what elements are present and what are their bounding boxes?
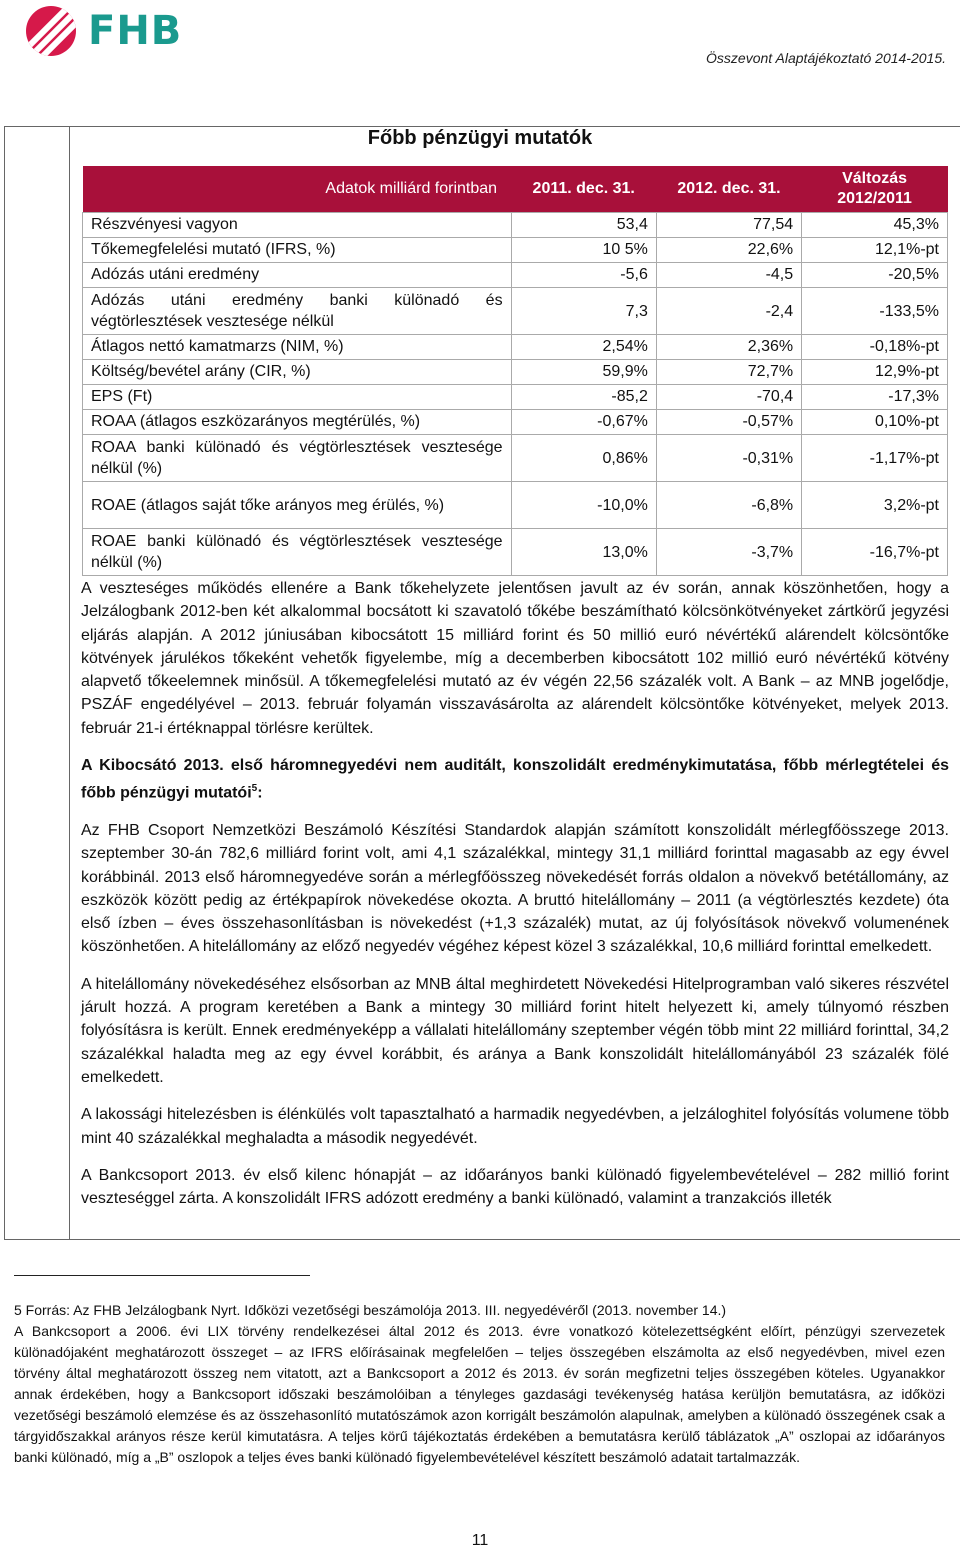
value-2012: 72,7%	[656, 360, 801, 385]
value-change: 45,3%	[802, 213, 948, 238]
footnote-ref: 5	[251, 783, 258, 795]
paragraph-retail-lending: A lakossági hitelezésben is élénkülés volt tapasztalható a harmadik negyedévben, a jelzáloghitel folyósítás volumene több mint 40 százalékkal meghaladta a második negyedévét.	[81, 1106, 949, 1147]
value-2012: -3,7%	[656, 529, 801, 576]
fhb-logo	[26, 6, 182, 56]
value-change: -16,7%-pt	[802, 529, 948, 576]
footnote-text: A Bankcsoport a 2006. évi LIX törvény rendelkezései által 2012 és 2013. évre vonatkozó kötelezettségként előírt, pénzügyi szervezetek különadójaként meghatározott összeget – az IFRS előírásainak megfelelően – teljes összegében elszámolta az első negyedévben, mivel ezen törvény által meghatározott összeg nem vitatott, azt a Bankcsoport a 2012 és 2013. év során megfizetni teljes összegében köteles. Ugyanakkor annak érdekében, hogy a Bankcsoport időszaki beszámolóiban a tényleges gazdasági tevékenység hatása kerüljön bemutatásra, az időközi vezetőségi beszámoló elemzése és az összehasonlító mutatószámok azon korrigált beszámolón alapulnak, amelyben a különadó összegének csak a tárgyidőszakkal arányos része kerül kimutatásra. A teljes körű tájékoztatás érdekében a bemutatásra kerülő táblázatok „A” oszlopai az időarányos banki különadó, míg a „B” oszlopok a teljes éves banki különadó figyelembevételével készített beszámoló adatait tartalmazzák.	[14, 1323, 945, 1465]
table-row	[83, 529, 948, 576]
column-header-label: Adatok milliárd forintban	[83, 166, 512, 213]
value-2011: 59,9%	[511, 360, 656, 385]
value-2012: 2,36%	[656, 335, 801, 360]
page-header	[0, 0, 960, 80]
footnote-separator	[14, 1275, 310, 1276]
body-text	[81, 577, 949, 1224]
value-2012: -0,57%	[656, 410, 801, 435]
row-label: Tőkemegfelelési mutató (IFRS, %)	[83, 238, 512, 263]
table-row	[83, 435, 948, 482]
row-label: ROAE (átlagos saját tőke arányos meg érülés, %)	[83, 482, 512, 529]
value-change: 12,1%-pt	[802, 238, 948, 263]
value-2011: 10 5%	[511, 238, 656, 263]
table-row	[83, 335, 948, 360]
value-2011: 13,0%	[511, 529, 656, 576]
row-label: ROAA banki különadó és végtörlesztések vesztesége nélkül (%)	[83, 435, 512, 482]
value-2011: -5,6	[511, 263, 656, 288]
column-header-2012: 2012. dec. 31.	[656, 166, 801, 213]
table-row	[83, 263, 948, 288]
footnote	[14, 1300, 945, 1468]
row-label: EPS (Ft)	[83, 385, 512, 410]
value-change: 0,10%-pt	[802, 410, 948, 435]
table-body	[83, 213, 948, 576]
table-row	[83, 238, 948, 263]
value-2011: 7,3	[511, 288, 656, 335]
column-header-change: Változás 2012/2011	[802, 166, 948, 213]
column-header-2011: 2011. dec. 31.	[511, 166, 656, 213]
value-change: 12,9%-pt	[802, 360, 948, 385]
value-2012: -0,31%	[656, 435, 801, 482]
row-label: Adózás utáni eredmény banki különadó és végtörlesztések vesztesége nélkül	[83, 288, 512, 335]
table-row	[83, 410, 948, 435]
value-2012: -70,4	[656, 385, 801, 410]
value-change: -1,17%-pt	[802, 435, 948, 482]
value-2011: -0,67%	[511, 410, 656, 435]
row-label: Részvényesi vagyon	[83, 213, 512, 238]
document-title: Összevont Alaptájékoztató 2014-2015.	[706, 50, 946, 66]
paragraph-balance-sheet: Az FHB Csoport Nemzetközi Beszámoló Készítési Standardok alapján számított konszolidált mérlegfőösszege 2013. szeptember 30-án 782,6 milliárd forint volt, ami 4,1 százalékkal, mintegy 31,1 milliárd forinttal magasabb az egy évvel korábbinál. 2013 első háromnegyedéve során a mérlegfőösszeg növekedését forrás oldalon a növekvő betétállomány, az eszközök között pedig az értékpapírok növekedése okozta. A bruttó hitelállomány – 2011 (a végtörlesztés kezdete) óta első ízben – éves összehasonlításban is növekedést (+1,3 százalék) mutat, az új folyósítások növekvő volumenének köszönhetően. A hitelállomány az előző negyedév végéhez képest közel 3 százalékkal, 10,6 milliárd forinttal emelkedett.	[81, 822, 949, 956]
value-2012: 22,6%	[656, 238, 801, 263]
footnote-source: 5 Forrás: Az FHB Jelzálogbank Nyrt. Időközi vezetőségi beszámolója 2013. III. negyedévéről (2013. november 14.)	[14, 1302, 727, 1318]
row-label: Költség/bevétel arány (CIR, %)	[83, 360, 512, 385]
value-change: 3,2%-pt	[802, 482, 948, 529]
value-2011: 0,86%	[511, 435, 656, 482]
row-label: ROAE banki különadó és végtörlesztések vesztesége nélkül (%)	[83, 529, 512, 576]
value-2012: -2,4	[656, 288, 801, 335]
page-number: 11	[471, 1532, 489, 1549]
table-row	[83, 213, 948, 238]
value-2012: -4,5	[656, 263, 801, 288]
fhb-stripe-logo-icon	[26, 6, 76, 56]
table-row	[83, 482, 948, 529]
row-label: Adózás utáni eredmény	[83, 263, 512, 288]
table-header-row	[83, 166, 948, 213]
value-2011: -10,0%	[511, 482, 656, 529]
brand-name: FHB	[88, 8, 183, 54]
value-change: -133,5%	[802, 288, 948, 335]
value-2011: 2,54%	[511, 335, 656, 360]
paragraph-results: A Bankcsoport 2013. év első kilenc hónapját – az időarányos banki különadó figyelembevételével – 282 millió forint veszteséggel zárta. A konszolidált IFRS adózott eredmény a banki különadó, valamint a tranzakciós illeték	[81, 1166, 949, 1208]
financial-indicators-table	[82, 166, 948, 576]
table-row	[83, 288, 948, 335]
value-change: -20,5%	[802, 263, 948, 288]
paragraph-lending-program: A hitelállomány növekedéséhez elsősorban az MNB által meghirdetett Növekedési Hitelprogramban való sikeres részvétel járult hozzá. A program keretében a Bank a mintegy 30 milliárd forint hitelt helyezett ki, amely túlnyomó részben folyósításra is került. Ennek eredményeképp a vállalati hitelállomány szeptember végén több mint 22 milliárd forinttal, 34,2 százalékkal haladta meg az egy évvel korábbit, és aránya a Bank konszolidált hitelállományából 23 százalék fölé emelkedett.	[81, 975, 949, 1086]
value-2011: 53,4	[511, 213, 656, 238]
row-label: ROAA (átlagos eszközarányos megtérülés, %)	[83, 410, 512, 435]
value-change: -0,18%-pt	[802, 335, 948, 360]
section-heading: A Kibocsátó 2013. első háromnegyedévi nem auditált, konszolidált eredménykimutatása, főbb mérlegtételei és főbb pénzügyi mutatói$^5$:	[81, 757, 949, 802]
value-2011: -85,2	[511, 385, 656, 410]
paragraph-capital: A veszteséges működés ellenére a Bank tőkehelyzete jelentősen javult az év során, annak köszönhetően, hogy a Jelzálogbank 2012-ben két alkalommal bocsátott ki szavatoló tőkébe beszámítható kölcsönkötvényeket zártkörű jegyzési eljárás alapján. A 2012 júniusában kibocsátott 15 milliárd forint és 50 millió euró névértékű alárendelt kölcsöntőke kötvények járulékos tőkeként vehetők figyelembe, míg a decemberben kibocsátott 102 millió euró névértékű kötvény alapvető tőkeelemnek minősül. A tőkemegfelelési mutató az év végén 22,56 százalék volt. A Bank – az MNB jogelődje, PSZÁF engedélyével – 2013. február folyamán visszavásárolta az alárendelt kölcsöntőke kötvényeket, melyek 2013. február 21-i értéknappal törlésre kerültek.	[81, 580, 949, 737]
value-2012: -6,8%	[656, 482, 801, 529]
table-row	[83, 360, 948, 385]
table-row	[83, 385, 948, 410]
row-label: Átlagos nettó kamatmarzs (NIM, %)	[83, 335, 512, 360]
value-change: -17,3%	[802, 385, 948, 410]
table-title: Főbb pénzügyi mutatók	[367, 127, 593, 149]
left-margin-frame	[4, 126, 70, 1240]
value-2012: 77,54	[656, 213, 801, 238]
